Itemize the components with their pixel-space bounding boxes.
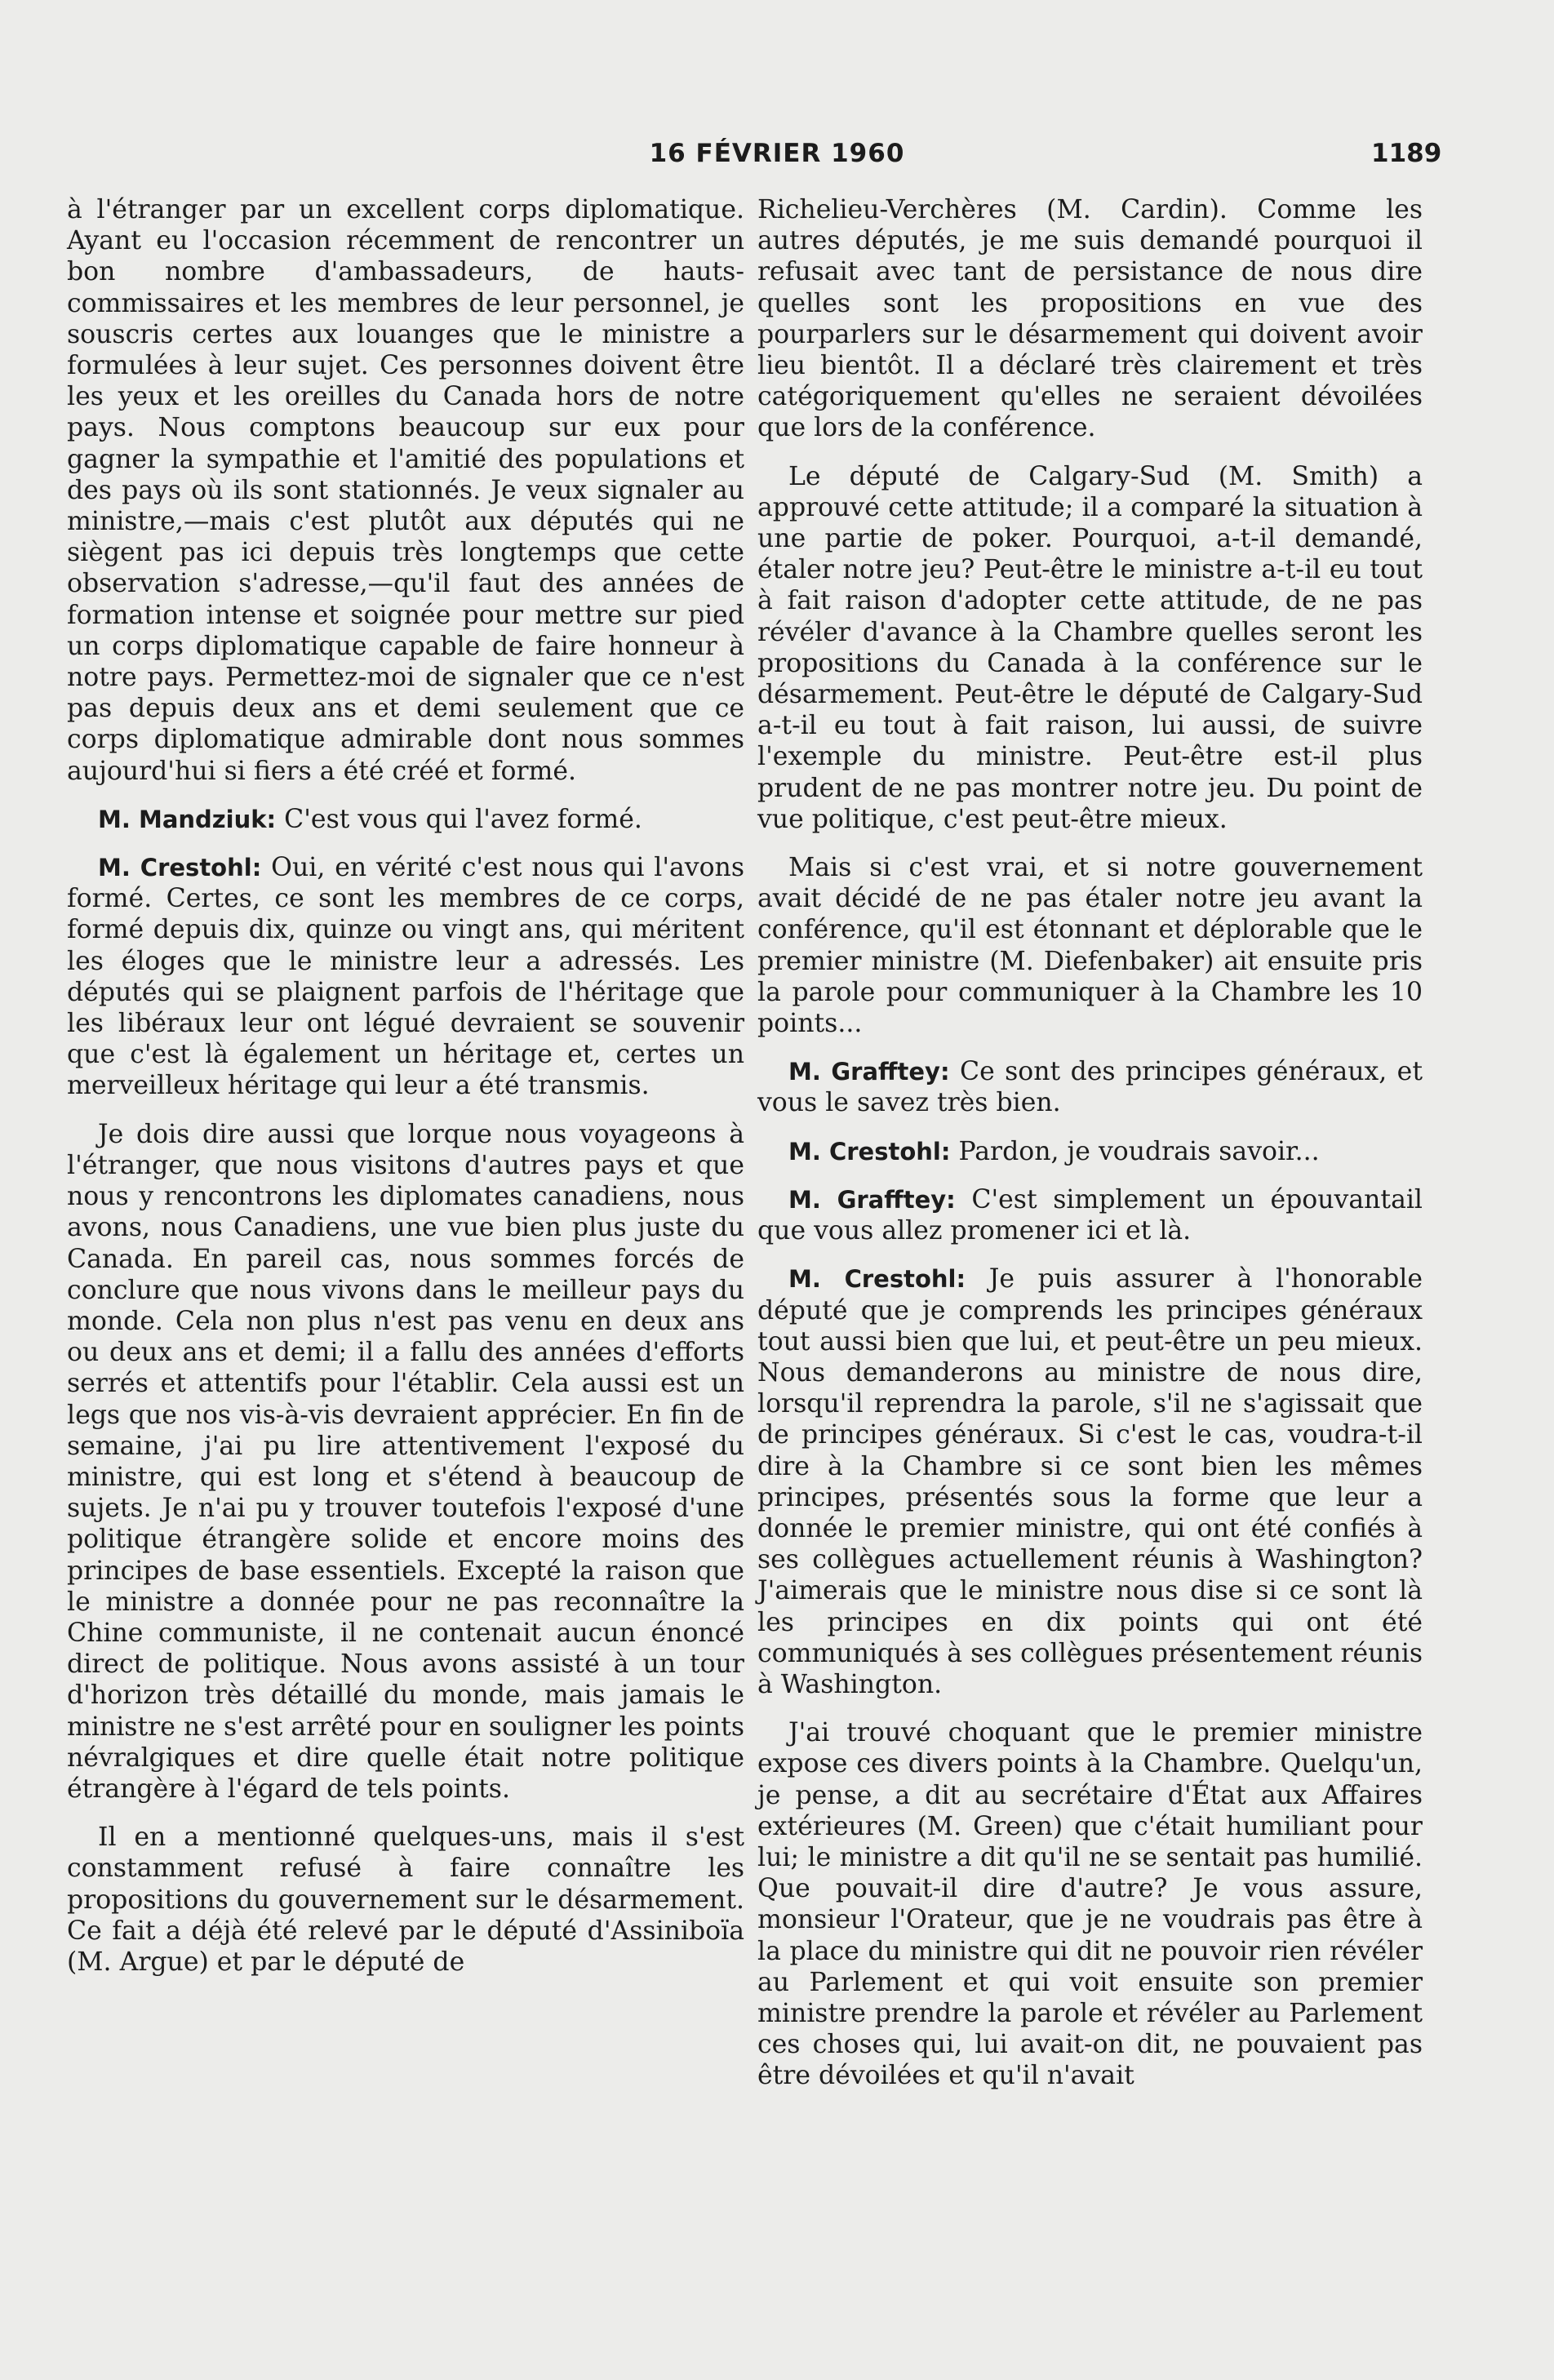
speaker-name: M. Mandziuk: bbox=[98, 805, 277, 833]
right-column bbox=[757, 194, 1423, 2109]
speaker-name: M. Grafftey: bbox=[788, 1058, 950, 1086]
speech-paragraph bbox=[757, 1184, 1423, 1246]
paragraph-text: Richelieu-Verchères (M. Cardin). Comme les autres députés, je me suis demandé pourquoi il refusait avec tant de persistance de nous dire quelles sont les propositions en vue des pourparlers sur le désarmement qui doivent avoir lieu bientôt. Il a déclaré très clairement et très catégoriquement qu'elles ne seraient dévoilées que lors de la conférence. bbox=[757, 195, 1423, 443]
speaker-name: M. Crestohl: bbox=[788, 1137, 951, 1166]
paragraph-text: Pardon, je voudrais savoir... bbox=[958, 1136, 1320, 1166]
paragraph-text: Il en a mentionné quelques-uns, mais il s'est constamment refusé à faire connaître les propositions du gouvernement sur le désarmement. Ce fait a déjà été relevé par le député d'Assiniboïa (M. Argue) et par le député de bbox=[67, 1823, 744, 1977]
speech-paragraph bbox=[757, 1263, 1423, 1700]
speech-paragraph bbox=[757, 1056, 1423, 1118]
paragraph-text: Le député de Calgary-Sud (M. Smith) a approuvé cette attitude; il a comparé la situation à une partie de poker. Pourquoi, a-t-il demandé, étaler notre jeu? Peut-être le ministre a-t-il eu tout à fait raison d'adopter cette attitude, de ne pas révéler d'avance à la Chambre quelles seront les propositions du Canada à la conférence sur le désarmement. Peut-être le député de Calgary-Sud a-t-il eu tout à fait raison, lui aussi, de suivre l'exemple du ministre. Peut-être est-il plus prudent de ne pas montrer notre jeu. Du point de vue politique, c'est peut-être mieux. bbox=[757, 461, 1423, 834]
paragraph bbox=[67, 1119, 744, 1805]
paragraph-text: J'ai trouvé choquant que le premier ministre expose ces divers points à la Chambre. Quelqu'un, je pense, a dit au secrétaire d'État aux Affaires extérieures (M. Green) que c'était humiliant pour lui; le ministre a dit qu'il ne se sentait pas humilié. Que pouvait-il dire d'autre? Je vous assure, monsieur l'Orateur, que je ne voudrais pas être à la place du ministre qui dit ne pouvoir rien révéler au Parlement et qui voit ensuite son premier ministre prendre la parole et révéler au Parlement ces choses qui, lui avait-on dit, ne pouvaient pas être dévoilées et qu'il n'avait bbox=[757, 1718, 1423, 2091]
left-column bbox=[67, 194, 744, 1995]
paragraph bbox=[757, 461, 1423, 835]
speech-paragraph bbox=[757, 1136, 1423, 1167]
paragraph-text: Oui, en vérité c'est nous qui l'avons formé. Certes, ce sont les membres de ce corps, formé depuis dix, quinze ou vingt ans, qui méritent les éloges que le ministre leur a adressés. Les députés qui se plaignent parfois de l'héritage que les libéraux leur ont légué devraient se souvenir que c'est là également un héritage et, certes un merveilleux héritage qui leur a été transmis. bbox=[67, 853, 744, 1101]
speech-paragraph bbox=[67, 804, 744, 835]
paragraph-text: à l'étranger par un excellent corps diplomatique. Ayant eu l'occasion récemment de rencontrer un bon nombre d'ambassadeurs, de hauts-commissaires et les membres de leur personnel, je souscris certes aux louanges que le ministre a formulées à leur sujet. Ces personnes doivent être les yeux et les oreilles du Canada hors de notre pays. Nous comptons beaucoup sur eux pour gagner la sympathie et l'amitié des populations et des pays où ils sont stationnés. Je veux signaler au ministre,—mais c'est plutôt aux députés qui ne siègent pas ici depuis très longtemps que cette observation s'adresse,—qu'il faut des années de formation intense et soignée pour mettre sur pied un corps diplomatique capable de faire honneur à notre pays. Permettez-moi de signaler que ce n'est pas depuis deux ans et demi seulement que ce corps diplomatique admirable dont nous sommes aujourd'hui si fiers a été créé et formé. bbox=[67, 195, 744, 786]
speaker-name: M. Crestohl: bbox=[788, 1265, 966, 1294]
page-header bbox=[0, 139, 1554, 171]
paragraph bbox=[757, 194, 1423, 444]
paragraph bbox=[757, 1717, 1423, 2091]
paragraph-text: Mais si c'est vrai, et si notre gouvernement avait décidé de ne pas étaler notre jeu avant la conférence, qu'il est étonnant et déplorable que le premier ministre (M. Diefenbaker) ait ensuite pris la parole pour communiquer à la Chambre les 10 points... bbox=[757, 853, 1423, 1039]
speaker-name: M. Grafftey: bbox=[788, 1185, 956, 1214]
paragraph bbox=[67, 1822, 744, 1978]
paragraph-text: Ce sont des principes généraux, et vous le savez très bien. bbox=[757, 1057, 1423, 1118]
paragraph-text: Je dois dire aussi que lorque nous voyageons à l'étranger, que nous visitons d'autres pays et que nous y rencontrons les diplomates canadiens, nous avons, nous Canadiens, une vue bien plus juste du Canada. En pareil cas, nous sommes forcés de conclure que nous vivons dans le meilleur pays du monde. Cela non plus n'est pas venu en deux ans ou deux ans et demi; il a fallu des années d'efforts serrés et attentifs pour l'établir. Cela aussi est un legs que nos vis-à-vis devraient apprécier. En fin de semaine, j'ai pu lire attentivement l'exposé du ministre, qui est long et s'étend à beaucoup de sujets. Je n'ai pu y trouver toutefois l'exposé d'une politique étrangère solide et encore moins des principes de base essentiels. Excepté la raison que le ministre a donnée pour ne pas reconnaître la Chine communiste, il ne contenait aucun énoncé direct de politique. Nous avons assisté à un tour d'horizon très détaillé du monde, mais jamais le ministre ne s'est arrêté pour en souligner les points névralgiques et dire quelle était notre politique étrangère à l'égard de tels points. bbox=[67, 1119, 744, 1804]
page-number: 1189 bbox=[1371, 139, 1442, 168]
paragraph-text: C'est simplement un épouvantail que vous allez promener ici et là. bbox=[757, 1184, 1423, 1246]
paragraph bbox=[67, 194, 744, 787]
header-date: 16 FÉVRIER 1960 bbox=[649, 139, 905, 168]
paragraph-text: Je puis assurer à l'honorable député que je comprends les principes généraux tout aussi bien que lui, et peut-être un peu mieux. Nous demanderons au ministre de nous dire, lorsqu'il reprendra la parole, s'il ne s'agissait que de principes généraux. Si c'est le cas, voudra-t-il dire à la Chambre si ce sont bien les mêmes principes, présentés sous la forme que leur a donnée le premier ministre, qui ont été confiés à ses collègues actuellement réunis à Washington? J'aimerais que le ministre nous dise si ce sont là les principes en dix points qui ont été communiqués à ses collègues présentement réunis à Washington. bbox=[757, 1264, 1423, 1699]
paragraph bbox=[757, 852, 1423, 1039]
speech-paragraph bbox=[67, 852, 744, 1102]
speaker-name: M. Crestohl: bbox=[98, 854, 262, 882]
paragraph-text: C'est vous qui l'avez formé. bbox=[284, 804, 642, 834]
